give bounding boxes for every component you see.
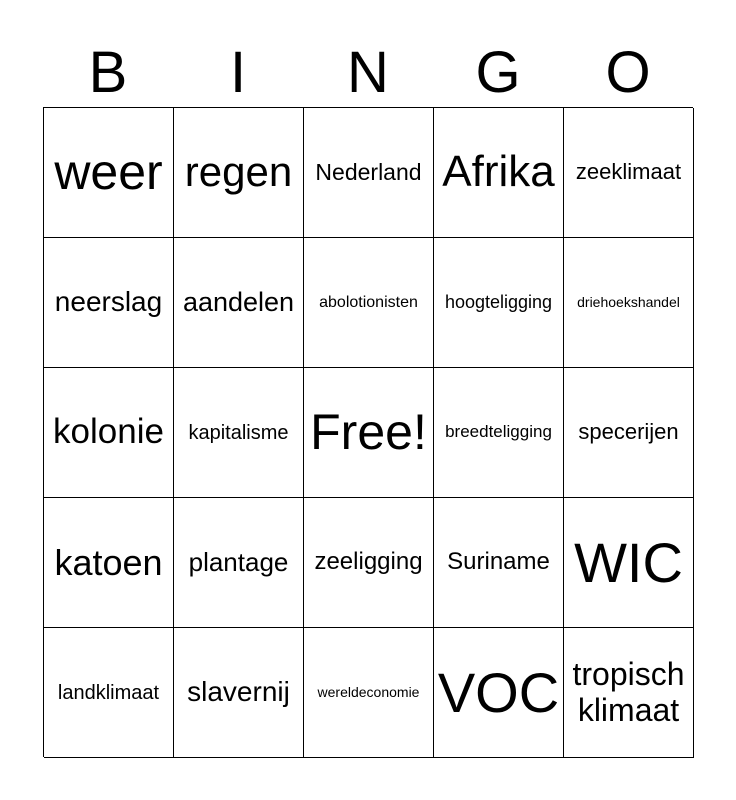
bingo-cell[interactable]: Suriname <box>434 498 564 628</box>
bingo-cell[interactable]: wereldeconomie <box>304 628 434 758</box>
bingo-cell[interactable]: breedteligging <box>434 368 564 498</box>
bingo-cell[interactable]: regen <box>174 108 304 238</box>
bingo-cell[interactable]: plantage <box>174 498 304 628</box>
bingo-cell[interactable]: katoen <box>44 498 174 628</box>
bingo-cell[interactable]: Nederland <box>304 108 434 238</box>
bingo-cell[interactable]: specerijen <box>564 368 694 498</box>
bingo-cell[interactable]: tropisch klimaat <box>564 628 694 758</box>
header-letter-i: I <box>229 40 247 105</box>
bingo-board <box>43 107 693 757</box>
bingo-cell[interactable]: kolonie <box>44 368 174 498</box>
bingo-cell[interactable]: abolotionisten <box>304 238 434 368</box>
bingo-cell[interactable]: zeeligging <box>304 498 434 628</box>
header-letter-o: O <box>605 40 651 105</box>
bingo-cell[interactable]: WIC <box>564 498 694 628</box>
bingo-cell[interactable]: kapitalisme <box>174 368 304 498</box>
bingo-cell[interactable]: driehoekshandel <box>564 238 694 368</box>
header-letter-b: B <box>88 40 128 105</box>
bingo-cell[interactable]: Afrika <box>434 108 564 238</box>
bingo-cell[interactable]: hoogteligging <box>434 238 564 368</box>
bingo-cell[interactable]: slavernij <box>174 628 304 758</box>
bingo-cell[interactable]: VOC <box>434 628 564 758</box>
header-letter-n: N <box>347 40 389 105</box>
bingo-cell[interactable]: zeeklimaat <box>564 108 694 238</box>
header-letter-g: G <box>475 40 521 105</box>
bingo-cell[interactable]: neerslag <box>44 238 174 368</box>
bingo-cell-free[interactable]: Free! <box>304 368 434 498</box>
bingo-cell[interactable]: landklimaat <box>44 628 174 758</box>
bingo-cell[interactable]: aandelen <box>174 238 304 368</box>
bingo-header <box>43 40 693 106</box>
bingo-cell[interactable]: weer <box>44 108 174 238</box>
